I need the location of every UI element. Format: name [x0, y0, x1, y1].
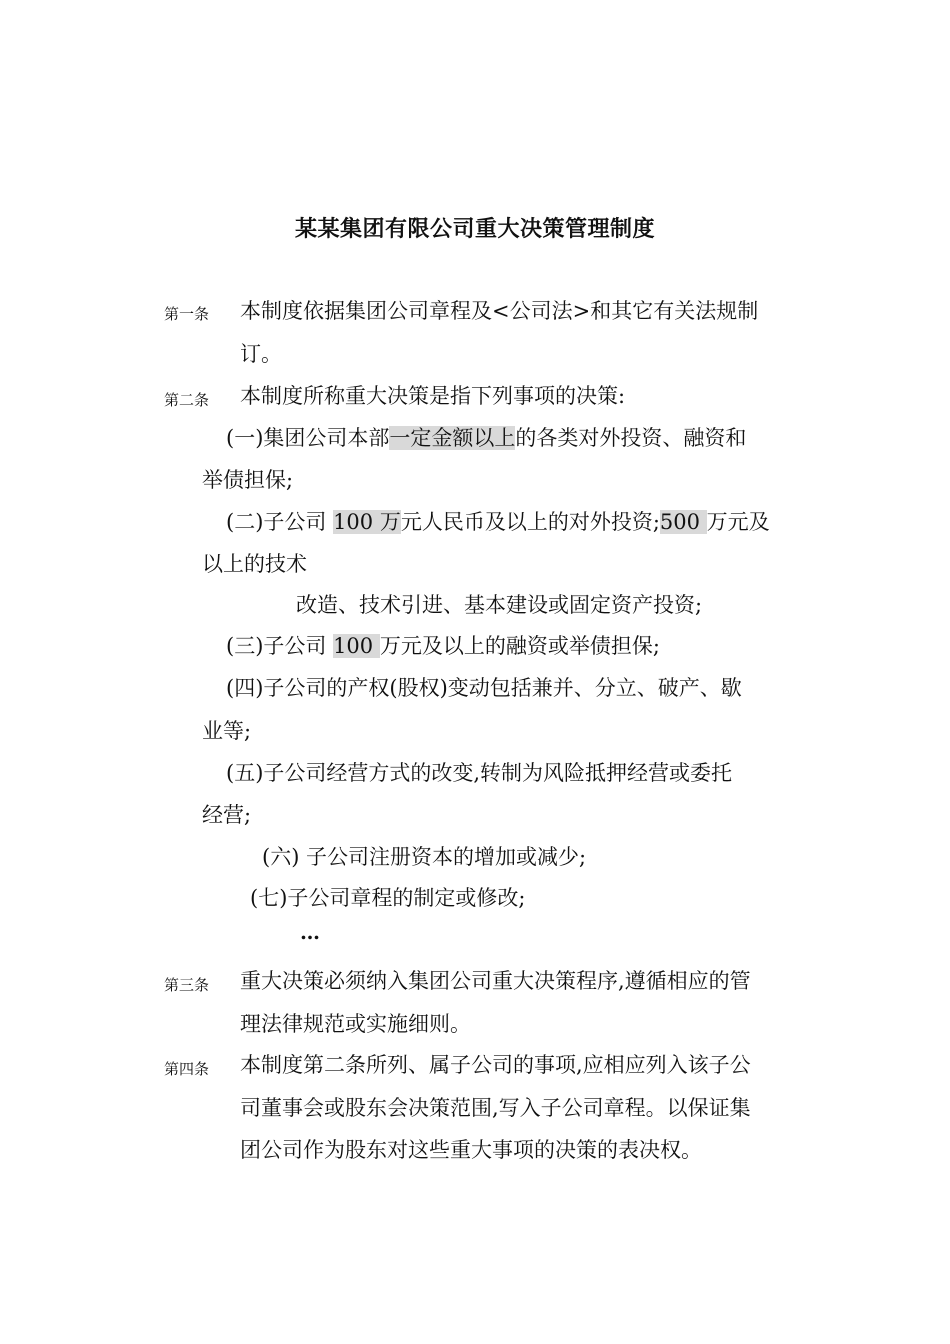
article-4-line-1: 本制度第二条所列、属子公司的事项,应相应列入该子公: [240, 1053, 751, 1077]
article-1-line-1: 本制度依据集团公司章程及<公司法>和其它有关法规制: [240, 299, 759, 323]
item-7: (七)子公司章程的制定或修改;: [250, 886, 526, 910]
article-4-line-3: 团公司作为股东对这些重大事项的决策的表决权。: [240, 1138, 702, 1162]
article-2-label: 第二条: [164, 391, 210, 409]
item-2-line-1: (二)子公司 100 万元人民币及以上的对外投资;500 万元及: [226, 510, 770, 534]
document-title: 某某集团有限公司重大决策管理制度: [294, 217, 655, 242]
highlight: 一定金额以上: [389, 426, 516, 450]
item-2-line-2: 以上的技术: [202, 552, 307, 576]
item-4-line-2: 业等;: [202, 719, 252, 743]
item-1-line-1: (一)集团公司本部一定金额以上的各类对外投资、融资和: [226, 426, 747, 450]
article-3-line-2: 理法律规范或实施细则。: [240, 1012, 471, 1036]
article-1-label: 第一条: [164, 305, 210, 323]
article-1-line-2: 订。: [240, 342, 282, 366]
article-2-intro: 本制度所称重大决策是指下列事项的决策:: [240, 384, 626, 408]
item-5-line-2: 经营;: [202, 803, 252, 827]
article-4-line-2: 司董事会或股东会决策范围,写入子公司章程。以保证集: [240, 1096, 751, 1120]
item-4-line-1: (四)子公司的产权(股权)变动包括兼并、分立、破产、歇: [226, 676, 742, 700]
item-1-line-2: 举债担保;: [202, 468, 294, 492]
highlight: 500: [659, 510, 707, 534]
item-5-line-1: (五)子公司经营方式的改变,转制为风险抵押经营或委托: [226, 761, 733, 785]
item-6: (六) 子公司注册资本的增加或减少;: [262, 845, 587, 869]
item-3: (三)子公司 100 万元及以上的融资或举债担保;: [226, 634, 660, 658]
highlight: 100: [333, 634, 380, 658]
article-3-line-1: 重大决策必须纳入集团公司重大决策程序,遵循相应的管: [240, 969, 751, 993]
ellipsis: …: [300, 920, 321, 944]
article-3-label: 第三条: [164, 976, 210, 994]
article-4-label: 第四条: [164, 1060, 210, 1078]
item-2-line-3: 改造、技术引进、基本建设或固定资产投资;: [296, 593, 703, 617]
highlight: 100 万: [333, 510, 401, 534]
